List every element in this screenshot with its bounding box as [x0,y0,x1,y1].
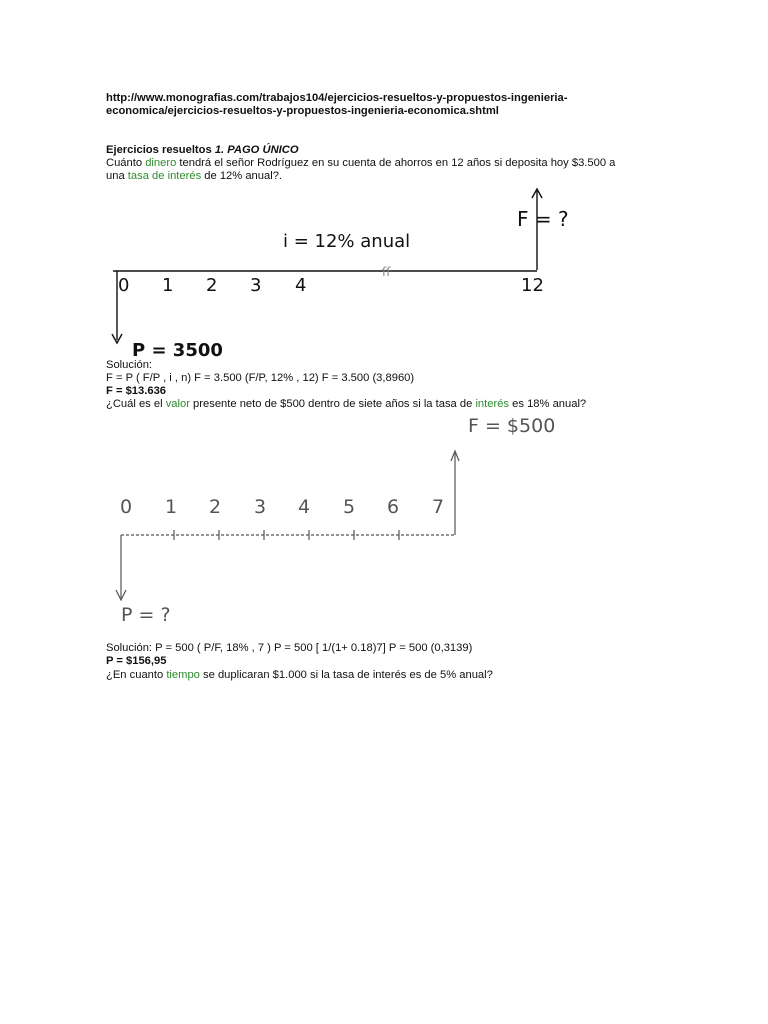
ex1-q-text: Cuánto [106,157,146,169]
ex3-q-text: se duplicaran $1.000 si la tasa de interés es de 5% anual? [199,669,493,681]
ex1-question-line-1 [106,157,615,170]
ex1-q-text: tendrá el señor Rodríguez en su cuenta de ahorros en 12 años si deposita hoy $3.500 a [176,157,616,169]
p2-period-2: 2 [209,496,222,518]
future-label-2: F = $500 [468,415,556,437]
ex1-q-text: de 12% anual?. [201,170,283,182]
ex1-formula: F = P ( F/P , i , n) F = 3.500 (F/P, 12% , 12) F = 3.500 (3,8960) [106,372,415,384]
ex1-question-line-2 [106,170,282,183]
period-label-1: 1 [162,275,174,296]
present-label-2: P = ? [121,604,171,626]
link-valor[interactable]: valor [165,398,190,410]
source-url-line-2[interactable]: economica/ejercicios-resueltos-y-propuestos-ingenieria-economica.shtml [106,105,499,117]
p2-period-1: 1 [165,496,178,518]
future-arrowhead [532,189,542,198]
period-label-3: 3 [250,275,262,296]
future-arrowhead-2 [451,451,459,461]
p2-period-0: 0 [120,496,133,518]
section-heading [106,144,299,157]
link-interes[interactable]: interés [475,398,510,410]
link-dinero[interactable]: dinero [145,157,177,169]
section-heading-text: Ejercicios resueltos [106,144,212,156]
ex1-answer: F = $13.636 [106,385,167,397]
period-label-2: 2 [206,275,218,296]
p2-period-5: 5 [343,496,356,518]
ex1-q-text: una [106,170,128,182]
p2-period-6: 6 [387,496,400,518]
period-label-0: 0 [118,275,130,296]
ex2-q-text: es 18% anual? [509,398,587,410]
link-tiempo[interactable]: tiempo [166,669,200,681]
ex2-q-text: ¿Cuál es el [106,398,166,410]
period-label-4: 4 [295,275,307,296]
ex2-answer: P = $156,95 [106,655,167,667]
ex3-question [106,669,493,682]
p2-period-7: 7 [432,496,445,518]
present-arrowhead-2 [116,590,126,600]
rate-label: i = 12% anual [283,231,411,252]
present-label-1: P = 3500 [132,340,223,361]
period-label-12: 12 [521,275,544,296]
future-label-1: F = ? [517,207,569,231]
ex1-solution-label: Solución: [106,359,153,371]
break-mark: ſſ [382,265,391,279]
timeline-2-ticks [174,530,399,540]
ex3-q-text: ¿En cuanto [106,669,167,681]
source-url-line-1[interactable]: http://www.monografias.com/trabajos104/ejercicios-resueltos-y-propuestos-ingenieria- [106,92,568,104]
p2-period-4: 4 [298,496,311,518]
present-arrowhead [112,334,122,343]
section-heading-italic: 1. PAGO ÚNICO [214,144,299,156]
ex2-question [106,398,586,411]
link-tasa-de-interes[interactable]: tasa de interés [127,170,202,182]
ex2-solution: Solución: P = 500 ( P/F, 18% , 7 ) P = 500 [ 1/(1+ 0.18)7] P = 500 (0,3139) [106,642,473,654]
p2-period-3: 3 [254,496,267,518]
ex2-q-text: presente neto de $500 dentro de siete años si la tasa de [189,398,476,410]
